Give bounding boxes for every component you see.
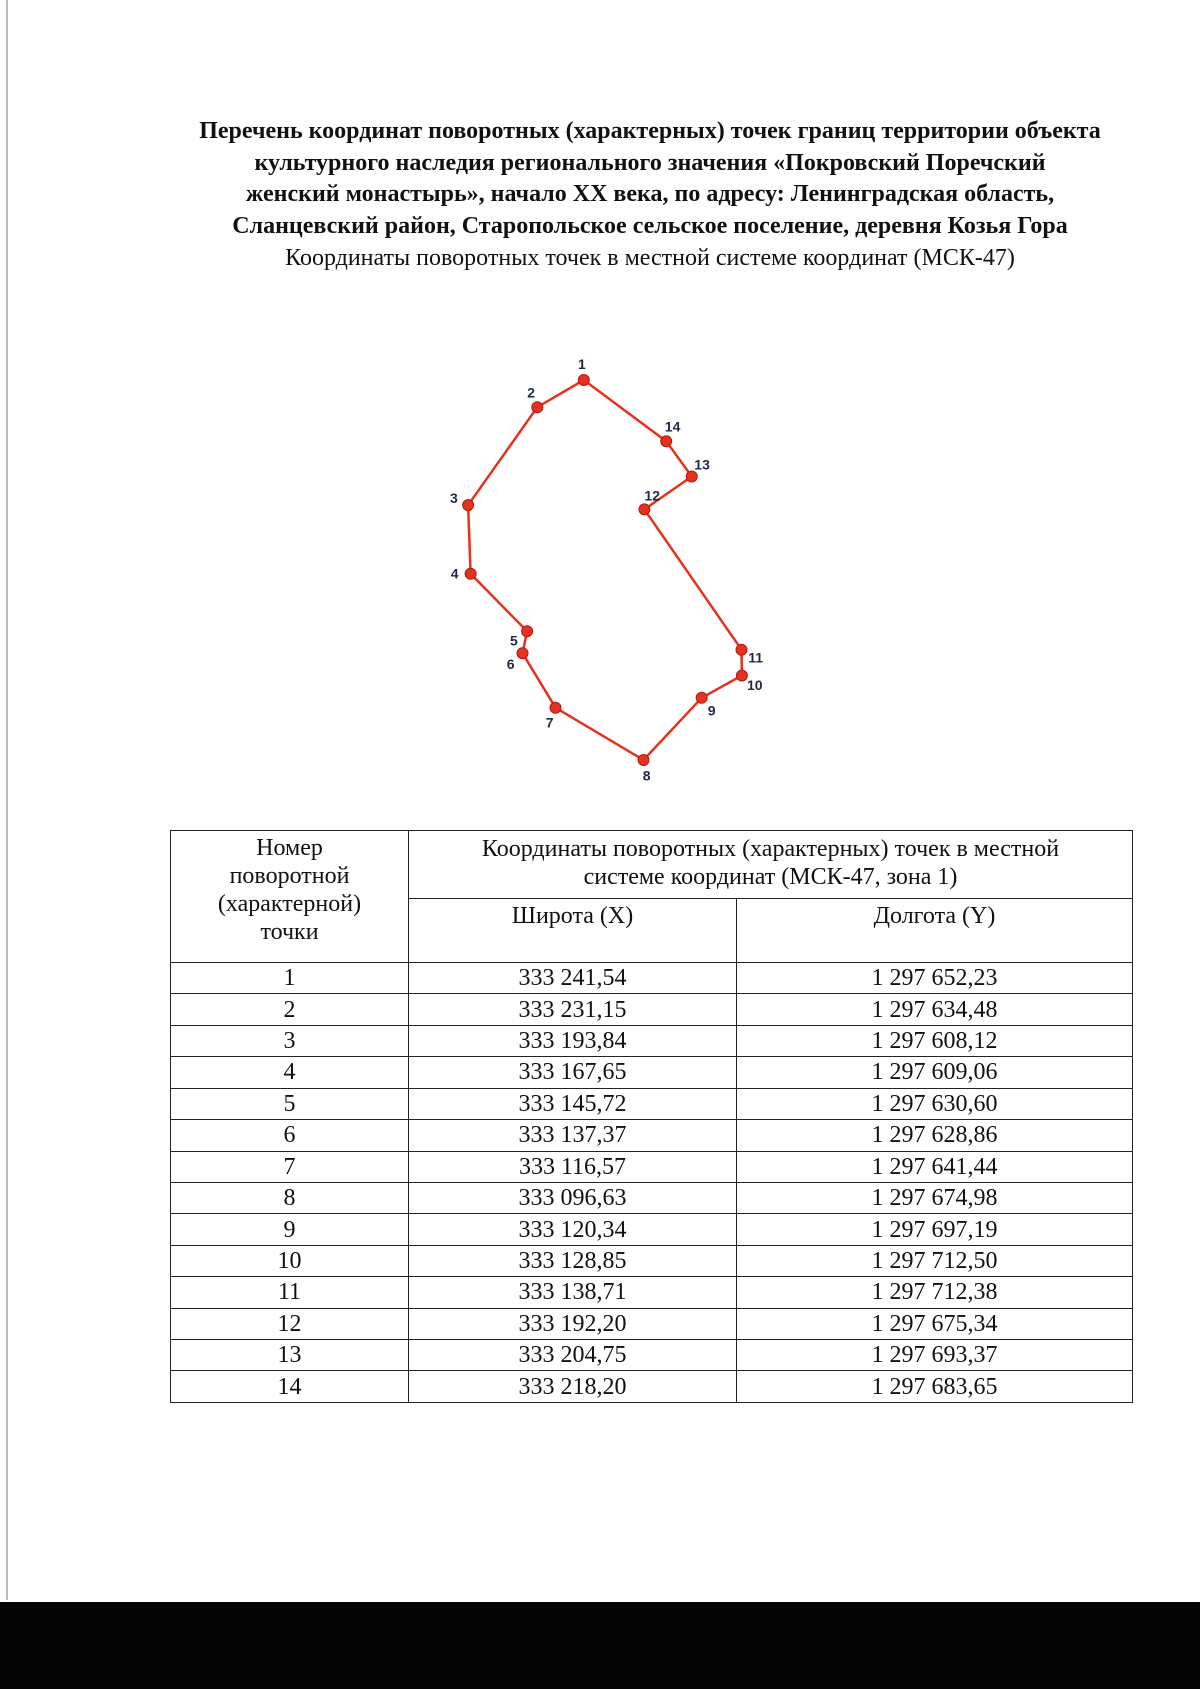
title-line: Перечень координат поворотных (характерных) точек границ территории объекта: [199, 118, 1101, 144]
header-line: точки: [260, 919, 319, 945]
point-number-cell: 10: [171, 1245, 409, 1276]
table-row: [171, 1308, 1133, 1339]
longitude-y-cell: 1 297 693,37: [737, 1340, 1133, 1371]
longitude-y-cell: 1 297 608,12: [737, 1025, 1133, 1056]
boundary-point-marker: [463, 500, 474, 511]
boundary-point-marker: [661, 436, 672, 447]
boundary-point-marker: [550, 702, 561, 713]
table-row: [171, 1057, 1133, 1088]
boundary-points: [450, 356, 763, 784]
table-row: [171, 1245, 1133, 1276]
header-line: Номер: [256, 835, 323, 861]
title-line: Сланцевский район, Старопольское сельское поселение, деревня Козья Гора: [232, 212, 1068, 239]
latitude-x-cell: 333 116,57: [409, 1151, 737, 1182]
latitude-x-cell: 333 241,54: [409, 963, 737, 994]
boundary-point-marker: [638, 755, 649, 766]
boundary-point-label: 6: [506, 655, 515, 672]
longitude-y-cell: 1 297 641,44: [737, 1151, 1133, 1182]
document-title: [120, 116, 1180, 242]
boundary-point-marker: [532, 402, 543, 413]
header-line: (характерной): [217, 891, 362, 917]
boundary-point-label: 5: [510, 632, 518, 649]
longitude-y-cell: 1 297 712,38: [737, 1277, 1133, 1308]
boundary-point-marker: [578, 375, 589, 386]
header-coordinates-group: [409, 831, 1133, 899]
point-number-cell: 8: [171, 1182, 409, 1213]
latitude-x-cell: 333 145,72: [409, 1088, 737, 1119]
scan-bottom-band: [0, 1602, 1200, 1689]
point-number-cell: 12: [171, 1308, 409, 1339]
table-row: [171, 1025, 1133, 1056]
boundary-point-label: 3: [450, 489, 458, 506]
longitude-y-cell: 1 297 628,86: [737, 1120, 1133, 1151]
longitude-y-cell: 1 297 683,65: [737, 1371, 1133, 1403]
header-latitude-x: Широта (X): [409, 899, 737, 963]
latitude-x-cell: 333 096,63: [409, 1182, 737, 1213]
header-line: поворотной: [229, 863, 350, 889]
boundary-point-label: 7: [545, 714, 554, 731]
boundary-point-marker: [736, 670, 747, 681]
header-longitude-y: Долгота (Y): [737, 899, 1133, 963]
point-number-cell: 3: [171, 1025, 409, 1056]
latitude-x-cell: 333 120,34: [409, 1214, 737, 1245]
longitude-y-cell: 1 297 634,48: [737, 994, 1133, 1025]
point-number-cell: 7: [171, 1151, 409, 1182]
coordinates-table-body: [171, 963, 1133, 1403]
longitude-y-cell: 1 297 675,34: [737, 1308, 1133, 1339]
longitude-y-cell: 1 297 630,60: [737, 1088, 1133, 1119]
point-number-cell: 9: [171, 1214, 409, 1245]
table-row: [171, 963, 1133, 994]
longitude-y-cell: 1 297 674,98: [737, 1182, 1133, 1213]
boundary-point-marker: [696, 692, 707, 703]
table-row: [171, 994, 1133, 1025]
table-row: [171, 1151, 1133, 1182]
boundary-point-label: 4: [450, 565, 459, 582]
boundary-point-marker: [686, 471, 697, 482]
header-line: системе координат (МСК-47, зона 1): [583, 864, 958, 890]
title-line: женский монастырь», начало XX века, по адресу: Ленинградская область,: [245, 181, 1055, 207]
latitude-x-cell: 333 138,71: [409, 1277, 737, 1308]
boundary-point-label: 12: [644, 487, 660, 504]
latitude-x-cell: 333 137,37: [409, 1120, 737, 1151]
point-number-cell: 13: [171, 1340, 409, 1371]
latitude-x-cell: 333 193,84: [409, 1025, 737, 1056]
table-row: [171, 1120, 1133, 1151]
boundary-point-marker: [517, 648, 528, 659]
point-number-cell: 1: [171, 963, 409, 994]
latitude-x-cell: 333 231,15: [409, 994, 737, 1025]
latitude-x-cell: 333 218,20: [409, 1371, 737, 1403]
point-number-cell: 6: [171, 1120, 409, 1151]
document-subtitle: Координаты поворотных точек в местной системе координат (МСК-47): [285, 245, 1015, 271]
boundary-point-label: 9: [707, 702, 716, 719]
table-row: [171, 1277, 1133, 1308]
table-row: [171, 1214, 1133, 1245]
table-row: [171, 1088, 1133, 1119]
table-row: [171, 1371, 1133, 1403]
boundary-point-label: 1: [578, 356, 586, 373]
header-point-number: [171, 831, 409, 963]
latitude-x-cell: 333 167,65: [409, 1057, 737, 1088]
table-row: [171, 1182, 1133, 1213]
coordinates-table: [170, 830, 1133, 1403]
scan-edge-line: [6, 0, 8, 1600]
point-number-cell: 14: [171, 1371, 409, 1403]
longitude-y-cell: 1 297 697,19: [737, 1214, 1133, 1245]
boundary-point-marker: [639, 504, 650, 515]
point-number-cell: 5: [171, 1088, 409, 1119]
boundary-point-label: 2: [527, 384, 536, 401]
point-number-cell: 4: [171, 1057, 409, 1088]
table-row: [171, 1340, 1133, 1371]
latitude-x-cell: 333 192,20: [409, 1308, 737, 1339]
boundary-point-label: 13: [694, 456, 710, 473]
boundary-point-label: 8: [642, 767, 651, 784]
header-line: Координаты поворотных (характерных) точек в местной: [481, 836, 1060, 862]
boundary-point-marker: [522, 626, 533, 637]
latitude-x-cell: 333 204,75: [409, 1340, 737, 1371]
boundary-point-marker: [465, 568, 476, 579]
boundary-point-label: 14: [664, 418, 681, 435]
point-number-cell: 2: [171, 994, 409, 1025]
longitude-y-cell: 1 297 712,50: [737, 1245, 1133, 1276]
longitude-y-cell: 1 297 652,23: [737, 963, 1133, 994]
point-number-cell: 11: [171, 1277, 409, 1308]
latitude-x-cell: 333 128,85: [409, 1245, 737, 1276]
boundary-scheme: [420, 350, 790, 790]
longitude-y-cell: 1 297 609,06: [737, 1057, 1133, 1088]
boundary-point-marker: [736, 644, 747, 655]
title-line: культурного наследия регионального значения «Покровский Поречский: [254, 149, 1046, 176]
boundary-point-label: 10: [747, 677, 763, 693]
boundary-point-label: 11: [748, 649, 764, 666]
